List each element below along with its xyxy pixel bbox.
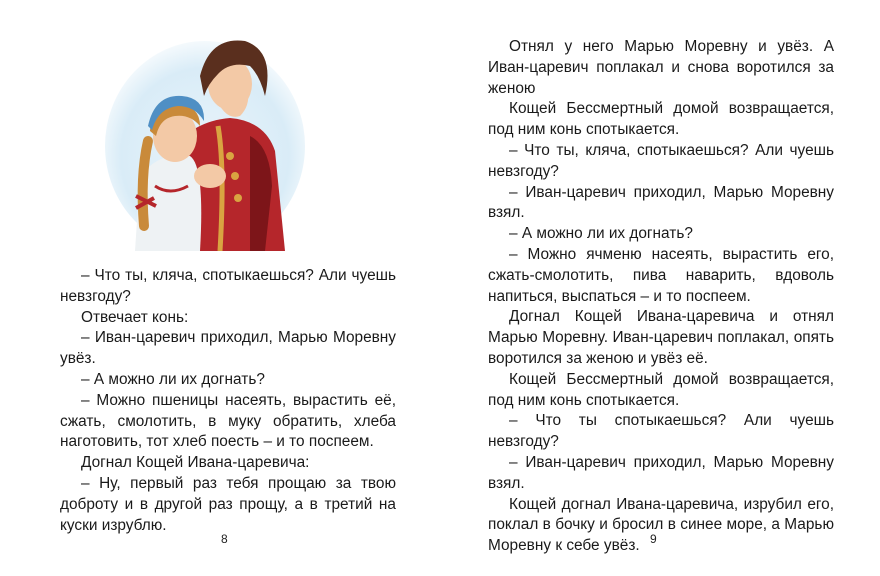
paragraph: – Что ты, кляча, спотыкаешься? Али чуешь невзгоду? <box>488 141 834 180</box>
paragraph: – А можно ли их догнать? <box>81 370 265 388</box>
right-page <box>440 0 880 576</box>
paragraph: Отнял у него Марью Моревну и увёз. А Иван-царевич поплакал и снова воротился за женою <box>488 38 834 97</box>
paragraph: Отвечает конь: <box>81 308 189 326</box>
paragraph: – Что ты спотыкаешься? Али чуешь невзгоду? <box>488 412 834 451</box>
paragraph: Кощей Бессмертный домой возвращается, под ним конь спотыкается. <box>488 370 834 409</box>
paragraph: – Можно ячменю насеять, вырастить его, сжать-смолотить, пива наварить, вдоволь напиться, выспаться – и то поспеем. <box>488 245 834 305</box>
paragraph: – А можно ли их догнать? <box>509 225 693 243</box>
paragraph: Догнал Кощей Ивана-царевича и отнял Марью Моревну. Иван-царевич поплакал, опять воротился за женою и увёз её. <box>488 308 834 367</box>
paragraph: – Иван-царевич приходил, Марью Моревну взял. <box>488 453 834 492</box>
page-number: 8 <box>221 532 228 546</box>
left-page-text <box>60 266 396 536</box>
paragraph: – Можно пшеницы насеять, вырастить её, сжать, смолотить, в муку обратить, хлеба наготовить, тот хлеб поесть – и то поспеем. <box>60 391 396 451</box>
paragraph: Кощей Бессмертный домой возвращается, под ним конь спотыкается. <box>488 100 834 139</box>
right-page-text <box>488 37 834 557</box>
paragraph: – Иван-царевич приходил, Марью Моревну увёз. <box>60 329 396 368</box>
page-number: 9 <box>650 532 657 546</box>
paragraph: – Ну, первый раз тебя прощаю за твою доброту и в другой раз прощу, а в третий на куски изрублю. <box>60 474 396 534</box>
paragraph: Кощей догнал Ивана-царевича, изрубил его, поклал в бочку и бросил в синее море, а Марью Моревну к себе увёз. <box>488 495 834 555</box>
paragraph: Догнал Кощей Ивана-царевича: <box>81 454 310 472</box>
embracing-couple-illustration <box>100 26 305 251</box>
paragraph: – Иван-царевич приходил, Марью Моревну взял. <box>488 183 834 222</box>
paragraph: – Что ты, кляча, спотыкаешься? Али чуешь невзгоду? <box>60 267 396 305</box>
